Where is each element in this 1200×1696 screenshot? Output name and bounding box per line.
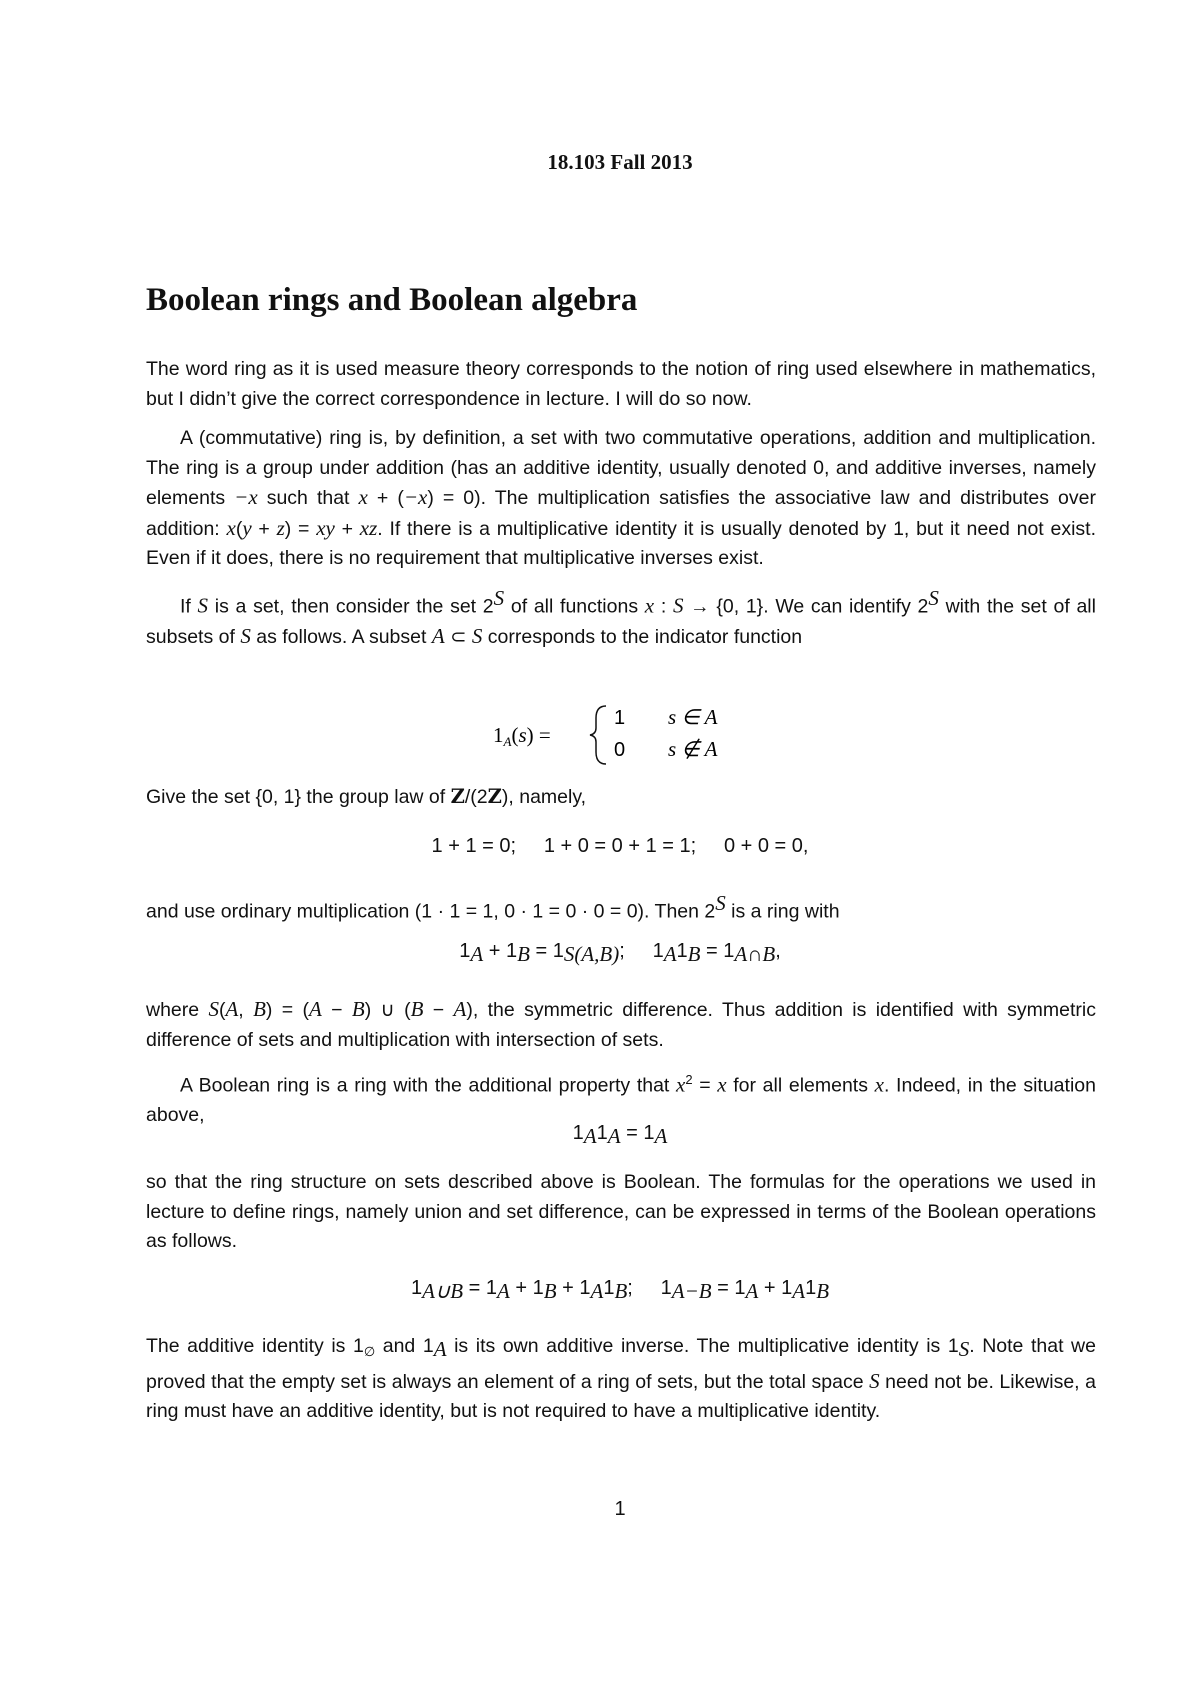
indicator-function-equation <box>0 698 1200 768</box>
paragraph-commutative-ring: A (commutative) ring is, by definition, a set with two commutative operations, addition and multiplication. The ring is a group under addition (has an additive identity, usually denoted 0, and additive inverses, namely elements −x such that x + (−x) = 0). The multiplication satisfies the associative law and distributes over addition: x(y + z) = xy + xz. If there is a multiplicative identity it is usually denoted by 1, but it need not exist. Even if it does, there is no requirement that multiplicative inverses exist. <box>146 427 1096 569</box>
union-difference-equation: $1_{A\cup B} = 1_A + 1_B + 1_A1_B$; $1_{A-B} = 1_A + 1_A1_B$ <box>410 1277 830 1303</box>
paragraph-group-law: Give the set {0, 1} the group law of Z/(2Z), namely, <box>146 785 587 808</box>
cases-brace <box>590 706 606 764</box>
paragraph-boolean-ring: A Boolean ring is a ring with the additional property that $x^2 = x$ for all elements x. Indeed, in the situation above, <box>146 1072 1096 1126</box>
paragraph-identities: The additive identity is $1_\emptyset$ and $1_A$ is its own additive inverse. The multiplicative identity is $1_S$. Note that we proved that the empty set is always an element of a ring of sets, but the total space S need not be. Likewise, a ring must have an additive identity, but is not required to have a multiplicative identity. <box>146 1335 1096 1422</box>
identities-block <box>146 1332 1096 1427</box>
paragraph-power-set: If S is a set, then consider the set $2^S$ of all functions x : S → {0, 1}. We can identify $2^S$ with the set of all subsets of S as follows. A subset A ⊂ S corresponds to the indicator function <box>146 585 1096 648</box>
case2-value: 0 <box>614 739 626 761</box>
case1-value: 1 <box>614 707 626 729</box>
document-title: Boolean rings and Boolean algebra <box>146 282 638 318</box>
indicator-lhs: 1A(s) = <box>493 723 551 749</box>
paragraph-ring-terminology: The word ring as it is used measure theory corresponds to the notion of ring used elsewhere in mathematics, but I didn’t give the correct correspondence in lecture. I will do so now. <box>146 358 1096 410</box>
course-header: 18.103 Fall 2013 <box>547 150 693 174</box>
paragraph-boolean-structure: so that the ring structure on sets described above is Boolean. The formulas for the operations we used in lecture to define rings, namely union and set difference, can be expressed in terms of the Boolean operations as follows. <box>146 1171 1096 1252</box>
group-law-equation: 1 + 1 = 0; 1 + 0 = 0 + 1 = 1; 0 + 0 = 0, <box>431 835 809 857</box>
idempotent-equation: $1_A1_A = 1_A$ <box>572 1122 668 1148</box>
paragraph-symmetric-difference: where S(A, B) = (A − B) ∪ (B − A), the symmetric difference. Thus addition is identified with symmetric difference of sets and multiplication with intersection of sets. <box>146 997 1096 1051</box>
case1-condition: s ∈ A <box>668 705 718 729</box>
symmetric-difference-block <box>146 995 1096 1131</box>
paragraph-ordinary-multiplication: and use ordinary multiplication (1 · 1 = 1, 0 · 1 = 0 · 0 = 0). Then $2^S$ is a ring with <box>146 891 840 923</box>
multiplication-intro <box>146 889 1096 927</box>
boolean-structure-block <box>146 1168 1096 1257</box>
intro-block <box>146 355 1096 652</box>
case2-condition: s ∉ A <box>668 737 718 761</box>
ring-operations-equation: $1_A + 1_B = 1_{S(A,B)}$; $1_A1_B = 1_{A\cap B}$, <box>459 940 781 966</box>
group-law-intro <box>146 782 1096 813</box>
page-number: 1 <box>614 1498 626 1520</box>
